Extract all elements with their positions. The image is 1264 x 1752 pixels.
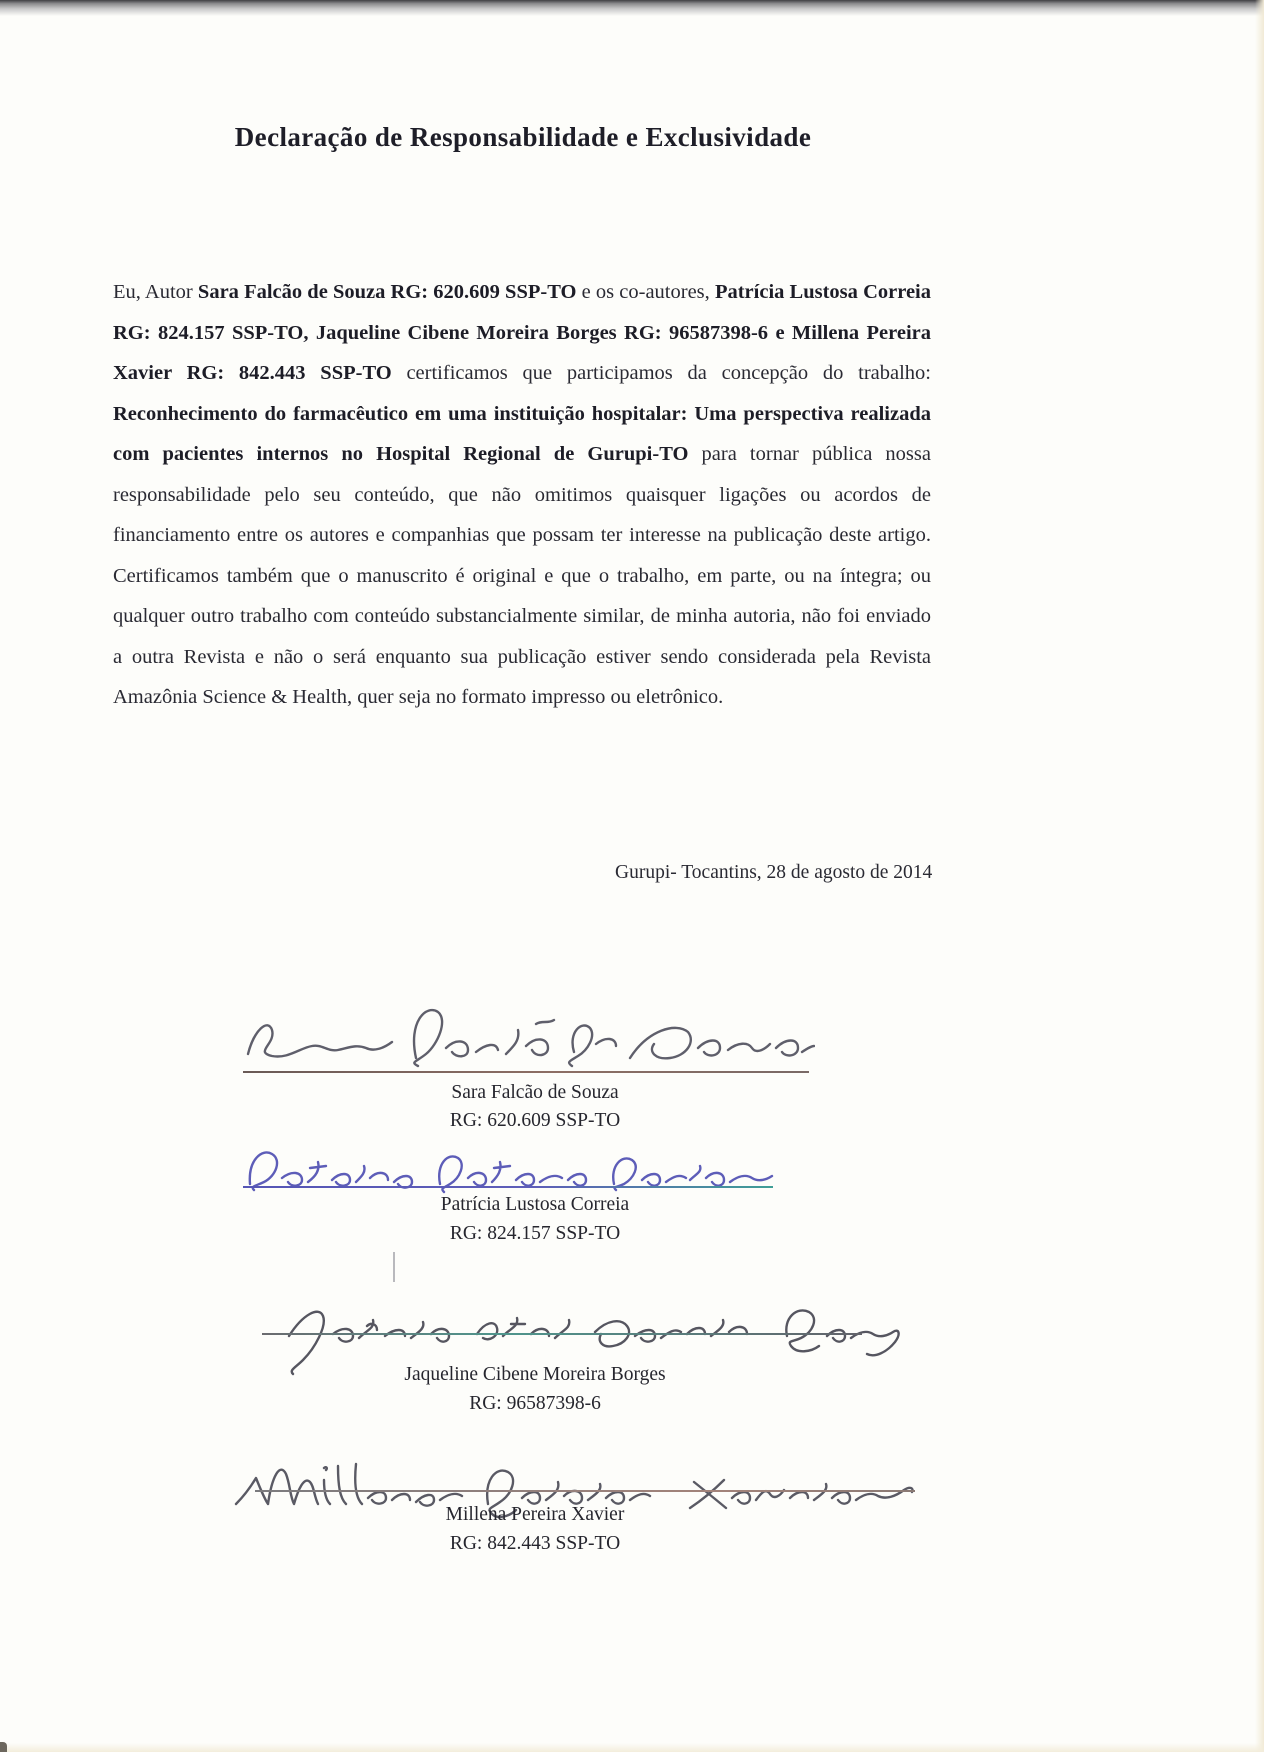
signatory-rg: RG: 842.443 SSP-TO — [449, 1533, 621, 1554]
signatory-rg: RG: 620.609 SSP-TO — [449, 1110, 621, 1131]
signatory-name: Millena Pereira Xavier — [445, 1504, 625, 1525]
signature-handwriting-sara — [240, 1000, 815, 1075]
declaration-paragraph: Eu, Autor Sara Falcão de Souza RG: 620.609 SSP-TO e os co-autores, Patrícia Lustosa Correia RG: 824.157 SSP-TO, Jaqueline Cibene Moreira Borges RG: 96587398-6 e Millena Pereira Xavier RG: 842.443 SSP-TO certificamos que participamos da concepção do trabalho: Reconhecimento do farmacêutico em uma instituição hospitalar: Uma perspectiva realizada com pacientes internos no Hospital Regional de Gurupi-TO para tornar pública nossa responsabilidade pelo seu conteúdo, que não omitimos quaisquer ligações ou acordos de financiamento entre os autores e companhias que possam ter interesse na publicação deste artigo. Certificamos também que o manuscrito é original e que o trabalho, em parte, ou na íntegra; ou qualquer outro trabalho com conteúdo substancialmente similar, de minha autoria, não foi enviado a outra Revista e não o será enquanto sua publicação estiver sendo considerada pela Revista Amazônia Science & Health, quer seja no formato impresso ou eletrônico. — [113, 281, 931, 708]
signatory-name: Sara Falcão de Souza — [451, 1082, 619, 1103]
document-title: Declaração de Responsabilidade e Exclusividade — [234, 122, 812, 152]
scan-edge-artifact-right — [1255, 0, 1264, 1752]
signature-line — [255, 1490, 915, 1492]
scan-stray-mark — [393, 1252, 395, 1282]
signature-line — [262, 1333, 862, 1335]
signatory-rg: RG: 824.157 SSP-TO — [449, 1223, 621, 1244]
scan-edge-artifact-bottom — [0, 1743, 1264, 1752]
signature-line — [243, 1186, 773, 1188]
scan-edge-artifact-top — [0, 0, 1264, 16]
signature-line — [243, 1071, 809, 1073]
signatory-rg: RG: 96587398-6 — [469, 1393, 601, 1414]
dateline: Gurupi- Tocantins, 28 de agosto de 2014 — [615, 862, 933, 883]
signatory-name: Jaqueline Cibene Moreira Borges — [404, 1364, 666, 1385]
signatory-name: Patrícia Lustosa Correia — [440, 1194, 630, 1215]
scan-edge-artifact-corner — [0, 1742, 7, 1752]
